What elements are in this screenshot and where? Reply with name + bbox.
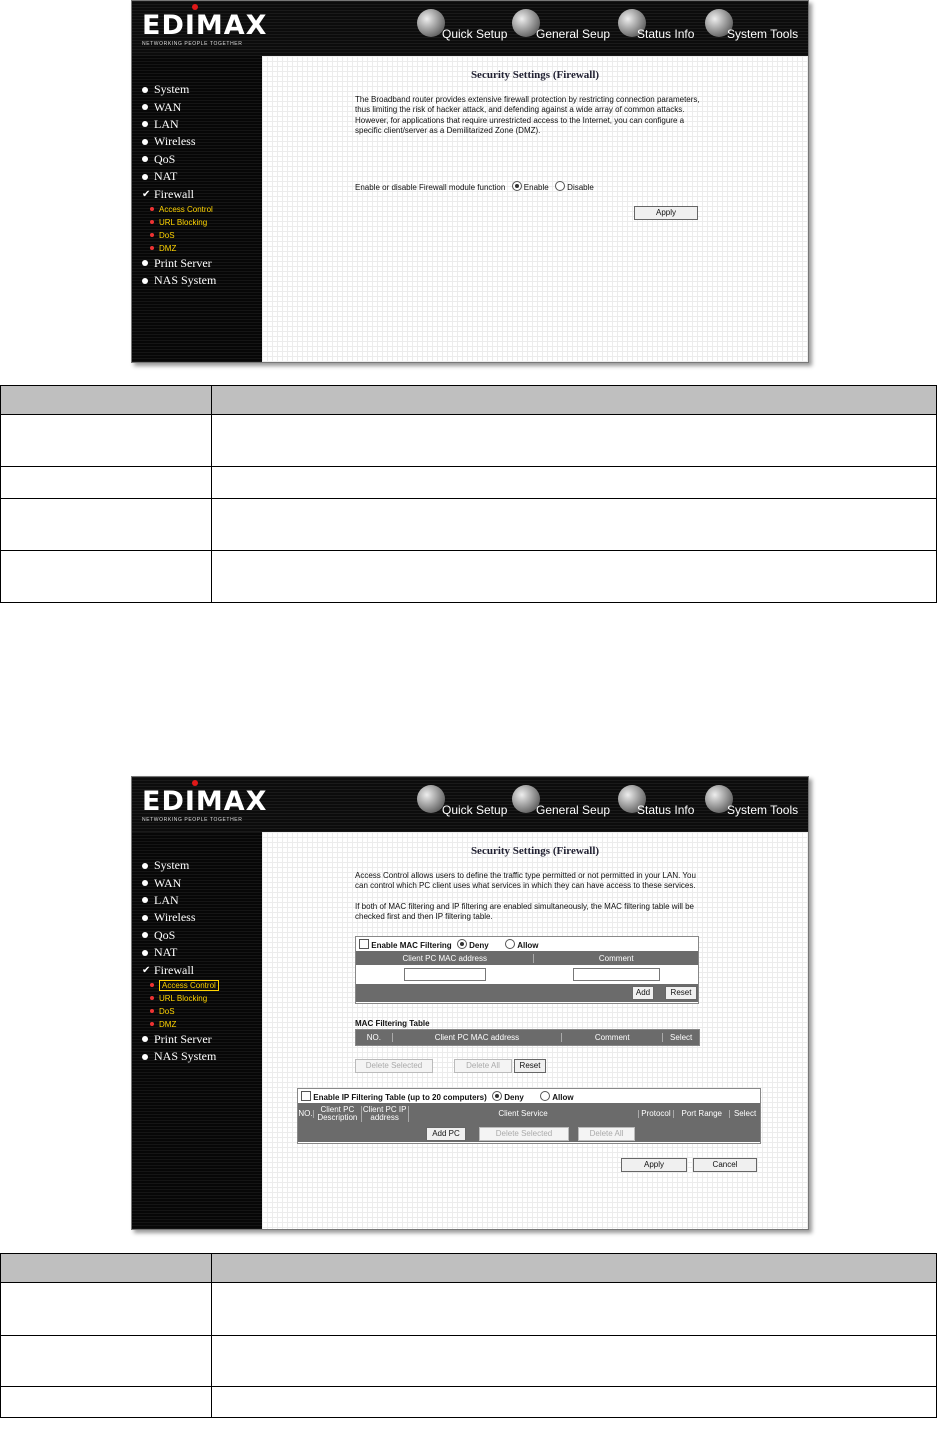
page-title: Security Settings (Firewall) (470, 845, 600, 857)
sidebar-sub-dos[interactable]: DoS (142, 1005, 219, 1018)
bullet-icon (142, 260, 148, 266)
mac-address-input[interactable] (404, 968, 486, 981)
edimax-logo: EDIMAX (142, 10, 267, 41)
sidebar-sub-access-control[interactable]: Access Control (142, 979, 219, 992)
settings-table-2 (0, 1253, 937, 1418)
sidebar-item-wireless[interactable]: Wireless (142, 133, 216, 150)
sidebar-item-qos[interactable]: QoS (142, 151, 216, 168)
sidebar-item-wan[interactable]: WAN (142, 98, 216, 115)
sidebar-item-nas-system[interactable]: NAS System (142, 272, 216, 289)
main-content (262, 832, 808, 1229)
sidebar-item-nat[interactable]: NAT (142, 944, 219, 961)
table-row (1, 467, 937, 499)
sidebar-item-system[interactable]: System (142, 857, 219, 874)
sidebar-item-firewall[interactable]: ✔ Firewall (142, 962, 194, 977)
sidebar-item-firewall[interactable]: ✔ Firewall (142, 186, 194, 201)
sidebar-sub-dmz[interactable]: DMZ (142, 242, 216, 255)
disable-radio[interactable] (555, 181, 565, 191)
bullet-icon (150, 983, 154, 987)
globe-icon (417, 785, 445, 813)
sidebar-item-lan[interactable]: LAN (142, 116, 216, 133)
bullet-icon (150, 220, 154, 224)
settings-table-1 (0, 385, 937, 603)
access-control-screenshot (131, 776, 809, 1230)
bullet-icon (150, 1009, 154, 1013)
table-header-cell (212, 1254, 937, 1283)
page-title: Security Settings (Firewall) (470, 69, 600, 81)
table-row (1, 1387, 937, 1418)
ip-delete-all-button[interactable]: Delete All (578, 1127, 635, 1141)
bullet-icon (142, 950, 148, 956)
sidebar-sub-access-control[interactable]: Access Control (142, 203, 216, 216)
bullet-icon (142, 880, 148, 886)
ip-filter-box (297, 1088, 761, 1144)
sidebar-sub-dos[interactable]: DoS (142, 229, 216, 242)
edimax-logo: EDIMAX (142, 786, 267, 817)
mac-input-header: Client PC MAC address Comment (356, 951, 698, 965)
bullet-icon (142, 174, 148, 180)
mac-delete-selected-button[interactable]: Delete Selected (355, 1059, 433, 1073)
sidebar-sub-url-blocking[interactable]: URL Blocking (142, 216, 216, 229)
sidebar (132, 56, 262, 362)
sidebar-sub-url-blocking[interactable]: URL Blocking (142, 992, 219, 1005)
add-pc-button[interactable]: Add PC (426, 1127, 466, 1141)
sidebar-item-system[interactable]: System (142, 81, 216, 98)
cancel-button[interactable]: Cancel (693, 1158, 757, 1172)
table-row (1, 1336, 937, 1387)
mac-add-button[interactable]: Add (632, 986, 654, 1000)
sidebar-item-print-server[interactable]: Print Server (142, 1031, 219, 1048)
ip-delete-selected-button[interactable]: Delete Selected (479, 1127, 569, 1141)
bullet-icon (142, 932, 148, 938)
table-row (1, 415, 937, 467)
bullet-icon (150, 207, 154, 211)
mac-table-reset-button[interactable]: Reset (514, 1059, 546, 1073)
table-header-cell (1, 386, 212, 415)
bullet-icon (142, 278, 148, 284)
ip-table-header: NO. Client PC Description Client PC IP address Client Service Protocol Port Range Select (298, 1103, 760, 1125)
apply-button[interactable]: Apply (621, 1158, 687, 1172)
ip-filter-toggle-row: Enable IP Filtering Table (up to 20 computers) Deny Allow (301, 1091, 574, 1102)
mac-delete-all-button[interactable]: Delete All (454, 1059, 512, 1073)
mac-filter-box (355, 936, 699, 1004)
firewall-toggle-row: Enable or disable Firewall module function Enable Disable (355, 183, 594, 192)
logo-tagline: NETWORKING PEOPLE TOGETHER (142, 41, 243, 47)
bullet-icon (142, 1036, 148, 1042)
bullet-icon (150, 1022, 154, 1026)
mac-reset-button[interactable]: Reset (665, 986, 697, 1000)
sidebar-item-nat[interactable]: NAT (142, 168, 216, 185)
bullet-icon (142, 897, 148, 903)
mac-comment-input[interactable] (573, 968, 660, 981)
page-description: Access Control allows users to define the traffic type permitted or not permitted in your LAN. You can control which PC client uses what services in which they can have access to these services. (355, 871, 696, 891)
bullet-icon (142, 863, 148, 869)
mac-table-title: MAC Filtering Table (355, 1019, 430, 1028)
table-header-cell (1, 1254, 212, 1283)
mac-table-header: NO. Client PC MAC address Comment Select (355, 1029, 700, 1046)
apply-button[interactable]: Apply (634, 206, 698, 220)
table-row (1, 499, 937, 551)
sidebar-item-print-server[interactable]: Print Server (142, 255, 216, 272)
bullet-icon (150, 996, 154, 1000)
logo-tagline: NETWORKING PEOPLE TOGETHER (142, 817, 243, 823)
sidebar (132, 832, 262, 1229)
page-description: The Broadband router provides extensive firewall protection by restricting connection parameters, thus limiting the risk of hacker attack, and defending against a wide array of common attacks. However, for applications that require unrestricted access to the Internet, you can configure a specific client/server as a Demilitarized Zone (DMZ). (355, 95, 700, 136)
header-bar: EDIMAX NETWORKING PEOPLE TOGETHER Quick Setup General Seup Status Info System Tools (132, 1, 808, 56)
mac-filter-toggle-row: Enable MAC Filtering Deny Allow (359, 939, 539, 950)
sidebar-item-qos[interactable]: QoS (142, 927, 219, 944)
bullet-icon (142, 139, 148, 145)
header-bar: EDIMAX NETWORKING PEOPLE TOGETHER Quick Setup General Seup Status Info System Tools (132, 777, 808, 832)
bullet-icon (142, 104, 148, 110)
sidebar-item-nas-system[interactable]: NAS System (142, 1048, 219, 1065)
page-description-2: If both of MAC filtering and IP filtering are enabled simultaneously, the MAC filtering table will be checked first and then IP filtering table. (355, 902, 694, 922)
bullet-icon (150, 233, 154, 237)
checkmark-icon: ✔ (142, 188, 151, 200)
bullet-icon (142, 121, 148, 127)
table-row (1, 1283, 937, 1336)
bullet-icon (142, 87, 148, 93)
globe-icon (417, 9, 445, 37)
sidebar-item-wan[interactable]: WAN (142, 874, 219, 891)
ip-allow-radio[interactable] (540, 1091, 550, 1101)
enable-mac-filtering-checkbox[interactable] (359, 939, 369, 949)
ip-deny-radio[interactable] (492, 1091, 502, 1101)
bullet-icon (142, 156, 148, 162)
table-row (1, 551, 937, 603)
firewall-settings-screenshot (131, 0, 809, 363)
main-content (262, 56, 808, 362)
enable-ip-filtering-checkbox[interactable] (301, 1091, 311, 1101)
enable-radio[interactable] (512, 181, 522, 191)
bullet-icon (142, 1054, 148, 1060)
checkmark-icon: ✔ (142, 964, 151, 976)
bullet-icon (150, 246, 154, 250)
table-header-cell (212, 386, 937, 415)
sidebar-item-lan[interactable]: LAN (142, 892, 219, 909)
mac-allow-radio[interactable] (505, 939, 515, 949)
mac-deny-radio[interactable] (457, 939, 467, 949)
sidebar-sub-dmz[interactable]: DMZ (142, 1018, 219, 1031)
bullet-icon (142, 915, 148, 921)
sidebar-item-wireless[interactable]: Wireless (142, 909, 219, 926)
